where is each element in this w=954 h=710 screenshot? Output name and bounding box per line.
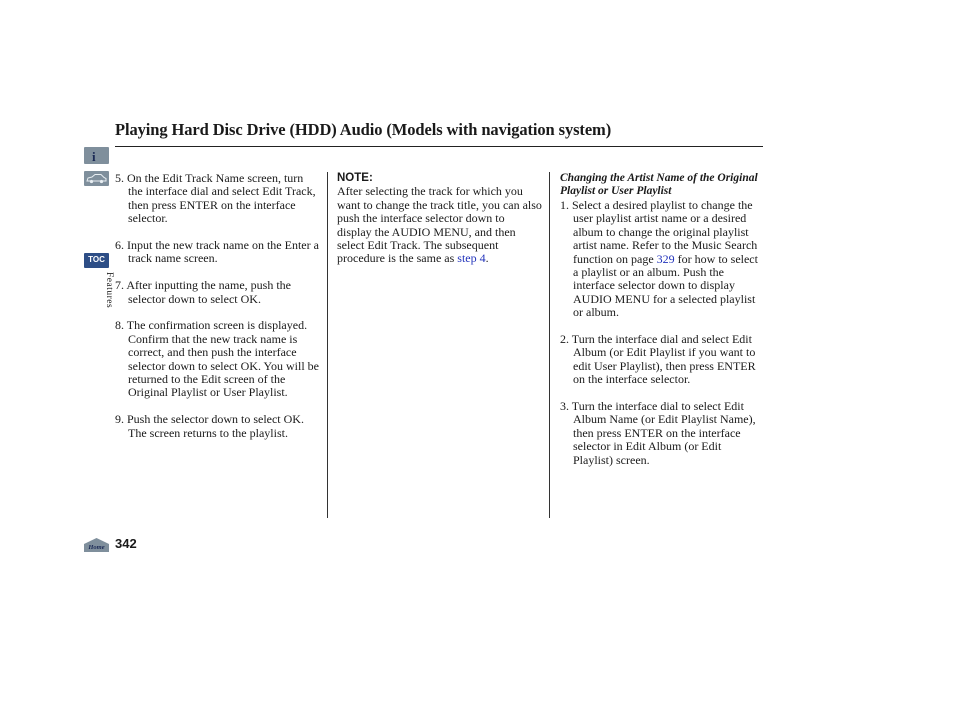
toc-label: TOC (88, 255, 105, 264)
step-text: Turn the interface dial and select Edit Album (or Edit Playlist if you want to edit User Playlist), then press ENTER on the interface selector. (571, 332, 756, 387)
home-label: Home (88, 544, 105, 551)
note-body: After selecting the track for which you want to change the track title, you can also push the interface selector down to display the AUDIO MENU, and then select Edit Track. The subsequent procedure is the same as (337, 184, 542, 266)
note-label: NOTE: (337, 172, 373, 184)
column-2 (337, 172, 542, 266)
car-icon (86, 173, 107, 184)
title-divider (115, 146, 763, 147)
step-text: The confirmation screen is displayed. Confirm that the new track name is correct, and then push the interface selector down to select OK. You will be returned to the Edit screen of the Original Playlist or User Playlist. (126, 318, 319, 400)
home-icon (83, 537, 110, 553)
step-text: Select a desired playlist to change the user playlist artist name or a desired album to change the original playlist artist name. Refer to the Music Search function on page (572, 198, 758, 266)
toc-button[interactable] (84, 253, 109, 268)
page-329-link[interactable]: 329 (656, 251, 675, 266)
step-number: 9. (115, 412, 124, 427)
step-6 (115, 239, 320, 266)
step-number: 1. (560, 198, 569, 212)
column-divider (327, 172, 328, 518)
section-heading: Changing the Artist Name of the Original Playlist or User Playlist (560, 172, 758, 197)
step-number: 6. (115, 238, 124, 253)
step-5 (115, 172, 320, 226)
step-1 (560, 199, 762, 320)
vehicle-button[interactable] (84, 171, 109, 186)
step-text: Turn the interface dial to select Edit Album Name (or Edit Playlist Name), then press ENTER on the interface selector in Edit Album (or Edit Playlist) screen. (571, 399, 756, 467)
step-text: Push the selector down to select OK. The screen returns to the playlist. (127, 412, 304, 440)
step-text: for how to select a playlist or an album. Push the interface selector down to display AUDIO MENU for a selected playlist or album. (573, 251, 758, 320)
column-divider (549, 172, 550, 518)
step-text: After inputting the name, push the selector down to select OK. (126, 278, 291, 306)
column-3 (560, 172, 762, 480)
step-number: 5. (115, 171, 124, 185)
info-icon: i (92, 149, 96, 164)
section-tab-features: Features (104, 272, 114, 309)
page-title: Playing Hard Disc Drive (HDD) Audio (Models with navigation system) (115, 120, 612, 139)
step-number: 7. (115, 278, 124, 293)
step-number: 2. (560, 332, 569, 347)
page-number: 342 (115, 536, 137, 551)
column-1 (115, 172, 320, 453)
step-text: On the Edit Track Name screen, turn the interface dial and select Edit Track, then press ENTER on the interface selector. (127, 171, 316, 226)
note-text (337, 185, 542, 265)
step-7 (115, 279, 320, 306)
step-4-link[interactable]: step 4 (457, 251, 486, 266)
info-button[interactable] (84, 147, 109, 164)
step-9 (115, 413, 320, 440)
step-3 (560, 400, 762, 467)
step-2 (560, 333, 762, 387)
note-period: . (485, 251, 489, 266)
step-number: 3. (560, 399, 569, 414)
step-text: Input the new track name on the Enter a track name screen. (127, 238, 319, 266)
step-8 (115, 319, 320, 399)
step-number: 8. (115, 318, 124, 333)
home-button[interactable] (83, 537, 110, 553)
